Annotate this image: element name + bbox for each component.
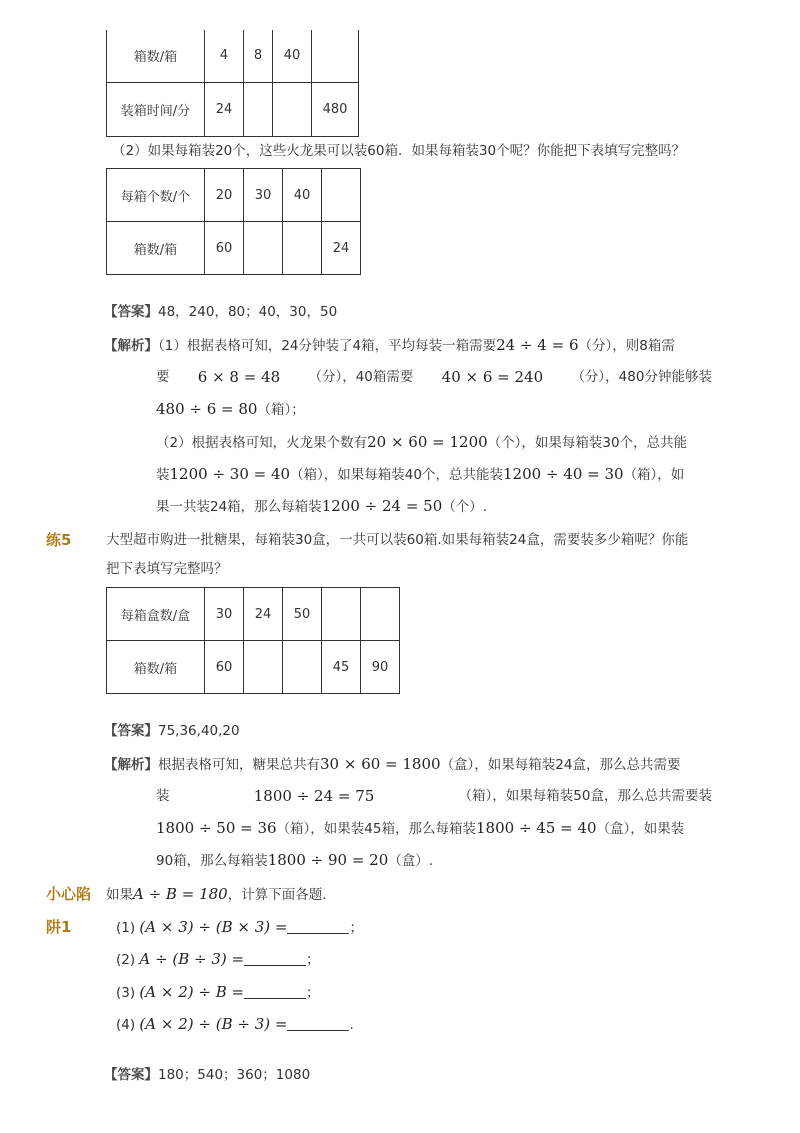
table-cell: 40 xyxy=(273,30,312,82)
analysis-1-line-2 xyxy=(156,367,712,387)
table-row-label: 箱数/箱 xyxy=(107,222,205,275)
analysis-tag: 【解析】 xyxy=(104,338,158,354)
analysis-1-line-1 xyxy=(104,335,675,356)
answer-1 xyxy=(104,302,337,322)
table-cell xyxy=(283,222,322,275)
answer-3 xyxy=(104,1065,310,1085)
table-cell: 30 xyxy=(205,588,244,641)
analysis-text: 装 xyxy=(156,467,170,483)
analysis-text: （盒），如果每箱装24盒，那么总共需要 xyxy=(440,757,681,773)
trap-item-1 xyxy=(116,917,363,938)
trap-item-4 xyxy=(116,1014,354,1035)
table-cell: 60 xyxy=(205,641,244,694)
analysis-text: 要 xyxy=(156,369,170,385)
table-row xyxy=(107,222,361,275)
table-row-label: 每箱个数/个 xyxy=(107,169,205,222)
analysis-2-line-4 xyxy=(156,850,433,871)
table-cell: 24 xyxy=(244,588,283,641)
table-cell xyxy=(273,82,312,136)
analysis-text: （箱），如果每箱装50盒，那么总共需要装 xyxy=(458,788,712,804)
analysis-text: （箱），如果每箱装40个，总共能装 xyxy=(290,467,503,483)
table-candy-boxes xyxy=(106,587,400,694)
table-cell: 60 xyxy=(205,222,244,275)
math-expression: 1200 ÷ 24 = 50 xyxy=(321,497,443,515)
table-row xyxy=(107,641,400,694)
math-expression: 1800 ÷ 45 = 40 xyxy=(476,819,597,837)
analysis-text: （个），如果每箱装30个，总共能 xyxy=(487,435,688,451)
table-cell: 40 xyxy=(283,169,322,222)
analysis-text: （箱），如 xyxy=(623,467,685,483)
table-cell xyxy=(322,169,361,222)
table-cell: 30 xyxy=(244,169,283,222)
analysis-2-line-3 xyxy=(156,818,684,839)
table-cell: 8 xyxy=(244,30,273,82)
analysis-text: （分），480分钟能够装 xyxy=(571,369,712,385)
item-end: ； xyxy=(349,920,363,936)
table-row-label: 箱数/箱 xyxy=(107,30,205,82)
table-items-boxes xyxy=(106,168,361,275)
analysis-text: 90箱，那么每箱装 xyxy=(156,853,268,869)
table-cell xyxy=(361,588,400,641)
table-cell xyxy=(283,641,322,694)
table-row xyxy=(107,82,359,136)
analysis-text: 果一共装24箱，那么每箱装 xyxy=(156,499,322,515)
table-cell: 480 xyxy=(312,82,359,136)
table-row xyxy=(107,588,400,641)
analysis-1-line-5 xyxy=(156,464,684,485)
trap-1-label-line-2: 阱1 xyxy=(46,918,72,936)
analysis-text: 装 xyxy=(156,788,170,804)
item-number: (3) xyxy=(116,985,136,1001)
answer-blank[interactable] xyxy=(287,1016,349,1031)
analysis-tag: 【解析】 xyxy=(104,757,158,773)
answer-tag: 【答案】 xyxy=(104,304,158,320)
table-cell: 20 xyxy=(205,169,244,222)
analysis-text: （个）. xyxy=(442,499,488,515)
answer-tag: 【答案】 xyxy=(104,1067,158,1083)
analysis-text: （盒）. xyxy=(388,853,434,869)
exercise-5-text-line-2: 把下表填写完整吗？ xyxy=(106,561,228,577)
math-expression: 480 ÷ 6 = 80 xyxy=(156,400,258,418)
item-number: (4) xyxy=(116,1017,136,1033)
trap-1-intro xyxy=(106,884,327,905)
math-expression: (A × 3) ÷ (B × 3) = xyxy=(139,918,288,936)
analysis-text: （2）根据表格可知，火龙果个数有 xyxy=(156,435,368,451)
analysis-text: （盒），如果装 xyxy=(596,821,685,837)
table-cell: 45 xyxy=(322,641,361,694)
trap-item-3 xyxy=(116,982,320,1003)
analysis-1-line-3 xyxy=(156,399,305,420)
answer-tag: 【答案】 xyxy=(104,723,158,739)
table-row xyxy=(107,30,359,82)
exercise-5-label: 练5 xyxy=(46,531,72,549)
math-expression: 1800 ÷ 24 = 75 xyxy=(253,787,375,805)
table-cell xyxy=(244,641,283,694)
math-expression: 1800 ÷ 90 = 20 xyxy=(267,851,389,869)
trap-text: 如果 xyxy=(106,887,133,903)
analysis-2-line-1 xyxy=(104,754,681,775)
table-cell xyxy=(312,30,359,82)
item-number: (2) xyxy=(116,952,136,968)
table-cell: 90 xyxy=(361,641,400,694)
exercise-5-text-line-1: 大型超市购进一批糖果，每箱装30盒，一共可以装60箱.如果每箱装24盒，需要装多少箱呢？你能 xyxy=(106,532,689,548)
answer-blank[interactable] xyxy=(287,919,349,934)
math-expression: (A × 2) ÷ (B ÷ 3) = xyxy=(139,1015,288,1033)
answer-blank[interactable] xyxy=(244,951,306,966)
table-cell xyxy=(322,588,361,641)
analysis-text: （箱），如果装45箱，那么每箱装 xyxy=(276,821,476,837)
item-end: ； xyxy=(306,985,320,1001)
math-expression: A ÷ (B ÷ 3) = xyxy=(139,950,245,968)
trap-item-2 xyxy=(116,949,320,970)
answer-text: 48，240，80；40，30，50 xyxy=(158,304,338,320)
table-row-label: 每箱盒数/盒 xyxy=(107,588,205,641)
math-expression: 1200 ÷ 40 = 30 xyxy=(503,465,624,483)
math-expression: (A × 2) ÷ B = xyxy=(139,983,245,1001)
analysis-text: （1）根据表格可知，24分钟装了4箱，平均每装一箱需要 xyxy=(158,338,497,354)
table-cell: 50 xyxy=(283,588,322,641)
math-expression: 30 × 60 = 1800 xyxy=(320,755,441,773)
trap-1-label-line-1: 小心陷 xyxy=(46,885,92,903)
trap-text: ，计算下面各题. xyxy=(227,887,327,903)
table-row-label: 装箱时间/分 xyxy=(107,82,205,136)
math-expression: 40 × 6 = 240 xyxy=(441,368,544,386)
math-expression: 24 ÷ 4 = 6 xyxy=(496,336,579,354)
analysis-2-line-2 xyxy=(156,786,712,806)
question-2-text: （2）如果每箱装20个，这些火龙果可以装60箱．如果每箱装30个呢？你能把下表填写完整吗？ xyxy=(112,143,686,159)
item-end: . xyxy=(349,1017,354,1033)
analysis-text: （箱）； xyxy=(257,402,305,418)
answer-2 xyxy=(104,721,240,741)
math-expression: A ÷ B = 180 xyxy=(133,885,228,903)
item-end: ； xyxy=(306,952,320,968)
table-row-label: 箱数/箱 xyxy=(107,641,205,694)
table-boxes-time xyxy=(106,30,359,137)
analysis-text: （分），40箱需要 xyxy=(308,369,414,385)
math-expression: 1200 ÷ 30 = 40 xyxy=(169,465,291,483)
table-cell: 24 xyxy=(322,222,361,275)
answer-text: 180；540；360；1080 xyxy=(158,1067,311,1083)
answer-blank[interactable] xyxy=(244,984,306,999)
table-row xyxy=(107,169,361,222)
table-cell: 4 xyxy=(205,30,244,82)
table-cell xyxy=(244,222,283,275)
item-number: (1) xyxy=(116,920,136,936)
table-cell: 24 xyxy=(205,82,244,136)
analysis-1-line-4 xyxy=(156,432,687,453)
answer-text: 75,36,40,20 xyxy=(158,723,240,739)
analysis-text: （分），则8箱需 xyxy=(578,338,675,354)
analysis-text: 根据表格可知，糖果总共有 xyxy=(158,757,320,773)
math-expression: 1800 ÷ 50 = 36 xyxy=(156,819,277,837)
math-expression: 20 × 60 = 1200 xyxy=(367,433,488,451)
table-cell xyxy=(244,82,273,136)
math-expression: 6 × 8 = 48 xyxy=(197,368,281,386)
analysis-1-line-6 xyxy=(156,496,487,517)
